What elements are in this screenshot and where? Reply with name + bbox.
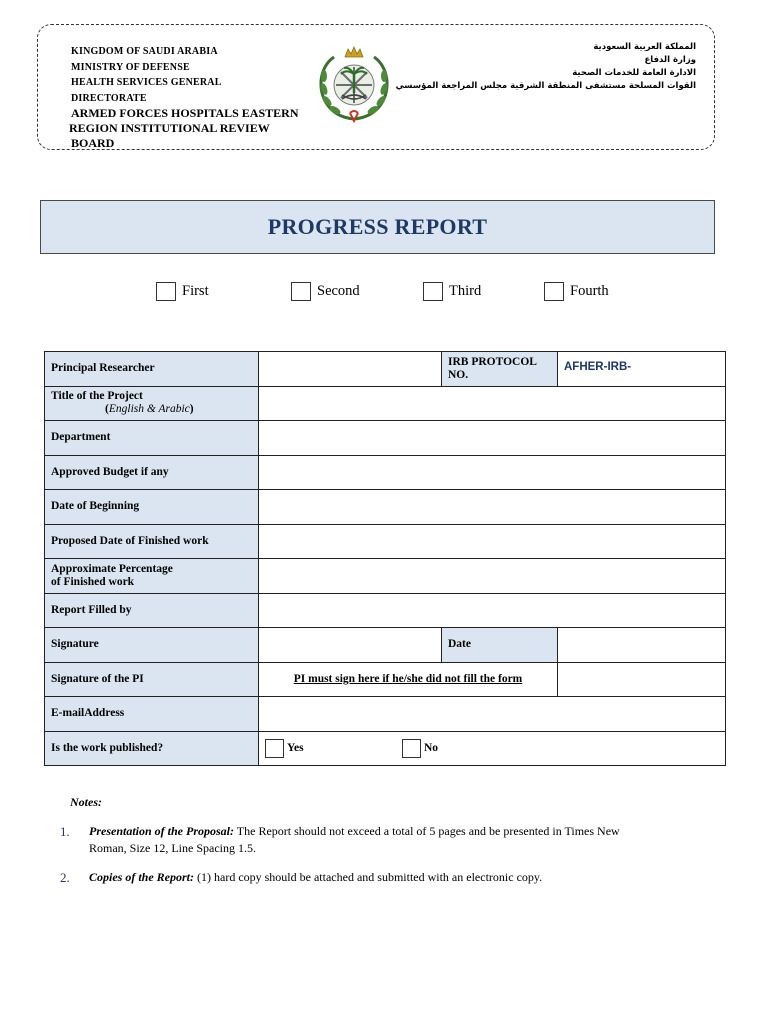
proposed-date-label: Proposed Date of Finished work [45, 524, 259, 559]
signature-pi-field[interactable] [558, 662, 726, 697]
signature-field[interactable] [259, 628, 442, 663]
published-label: Is the work published? [45, 731, 259, 766]
project-title-subtext: (English & Arabic) [105, 403, 194, 416]
note-text [89, 823, 650, 857]
checkbox[interactable] [265, 739, 284, 758]
option-label: Third [449, 283, 482, 299]
note-text [89, 869, 650, 886]
header-line: MINISTRY OF DEFENSE [71, 61, 190, 73]
saudi-military-emblem-icon [314, 43, 394, 125]
department-label: Department [45, 421, 259, 456]
option-label: Fourth [570, 283, 609, 299]
proposed-date-field[interactable] [259, 524, 726, 559]
progress-form-table [44, 351, 726, 766]
checkbox[interactable] [156, 282, 176, 301]
note-title: Copies of the Report: [89, 870, 194, 884]
note-item [60, 823, 650, 857]
approx-percentage-field[interactable] [259, 559, 726, 594]
header-line: BOARD [71, 136, 115, 150]
table-row [45, 593, 726, 628]
option-second[interactable] [291, 282, 360, 301]
table-row [45, 662, 726, 697]
option-third[interactable] [423, 282, 481, 301]
option-label: First [182, 283, 209, 299]
report-filled-label: Report Filled by [45, 593, 259, 628]
principal-researcher-field[interactable] [259, 352, 442, 387]
checkbox[interactable] [291, 282, 311, 301]
option-first[interactable] [156, 282, 209, 301]
note-body: (1) hard copy should be attached and submitted with an electronic copy. [194, 870, 543, 884]
table-row [45, 524, 726, 559]
header-line: REGION INSTITUTIONAL REVIEW [69, 121, 270, 135]
table-row [45, 697, 726, 732]
title-banner [40, 200, 715, 254]
published-no-option[interactable] [402, 739, 438, 758]
option-label: Second [317, 283, 360, 299]
principal-researcher-label: Principal Researcher [45, 352, 259, 387]
department-field[interactable] [259, 421, 726, 456]
published-options [259, 731, 726, 766]
project-title-text: Title of the Project [51, 390, 143, 403]
note-number: 1. [60, 824, 70, 839]
checkbox[interactable] [544, 282, 564, 301]
report-filled-field[interactable] [259, 593, 726, 628]
approx-percentage-line1: Approximate Percentage [51, 562, 173, 575]
report-number-options [0, 282, 768, 304]
header-line-arabic: وزارة الدفاع [644, 55, 696, 65]
email-label: E-mailAddress [45, 697, 259, 732]
project-title-field[interactable] [259, 386, 726, 421]
table-row [45, 455, 726, 490]
date-beginning-label: Date of Beginning [45, 490, 259, 525]
header-line-arabic: المملكة العربية السعودية [593, 42, 696, 52]
table-row [45, 421, 726, 456]
table-row [45, 386, 726, 421]
checkbox[interactable] [423, 282, 443, 301]
project-title-languages: English & Arabic [108, 403, 190, 416]
note-number: 2. [60, 870, 70, 885]
header-line: HEALTH SERVICES GENERAL [71, 77, 222, 88]
header-line: ARMED FORCES HOSPITALS EASTERN [71, 106, 299, 120]
signature-label: Signature [45, 628, 259, 663]
table-row [45, 628, 726, 663]
table-row [45, 731, 726, 766]
irb-protocol-label: IRB PROTOCOL NO. [442, 352, 558, 387]
irb-protocol-field[interactable]: AFHER-IRB- [558, 352, 726, 387]
signature-pi-note: PI must sign here if he/she did not fill the form [259, 662, 558, 697]
approved-budget-field[interactable] [259, 455, 726, 490]
approx-percentage-line2: of Finished work [51, 575, 135, 588]
date-beginning-field[interactable] [259, 490, 726, 525]
no-label: No [424, 742, 439, 754]
header-line: DIRECTORATE [71, 92, 147, 104]
checkbox[interactable] [402, 739, 421, 758]
notes-heading: Notes: [70, 795, 102, 809]
signature-pi-label: Signature of the PI [45, 662, 259, 697]
page-title: PROGRESS REPORT [267, 214, 488, 239]
letterhead [37, 24, 715, 150]
table-row [45, 352, 726, 387]
published-yes-option[interactable] [265, 739, 304, 758]
letterhead-arabic [396, 41, 696, 93]
project-title-label [45, 386, 259, 421]
note-title: Presentation of the Proposal: [89, 824, 235, 838]
note-body: The Report should not exceed a total of 5 pages and be presented in Times New Roman, Size 12, Line Spacing 1.5. [89, 824, 620, 855]
approx-percentage-label [45, 559, 259, 594]
date-label: Date [442, 628, 558, 663]
table-row [45, 490, 726, 525]
note-item [60, 869, 650, 886]
email-field[interactable] [259, 697, 726, 732]
yes-label: Yes [287, 742, 304, 754]
header-line-arabic: القوات المسلحة مستشفى المنطقة الشرقية مجلس المراجعة المؤسسي [395, 81, 696, 91]
option-fourth[interactable] [544, 282, 609, 301]
approved-budget-label: Approved Budget if any [45, 455, 259, 490]
table-row [45, 559, 726, 594]
header-line: KINGDOM OF SAUDI ARABIA [71, 46, 218, 57]
header-line-arabic: الادارة العامة للخدمات الصحية [572, 68, 696, 78]
date-field[interactable] [558, 628, 726, 663]
letterhead-english [71, 44, 311, 151]
